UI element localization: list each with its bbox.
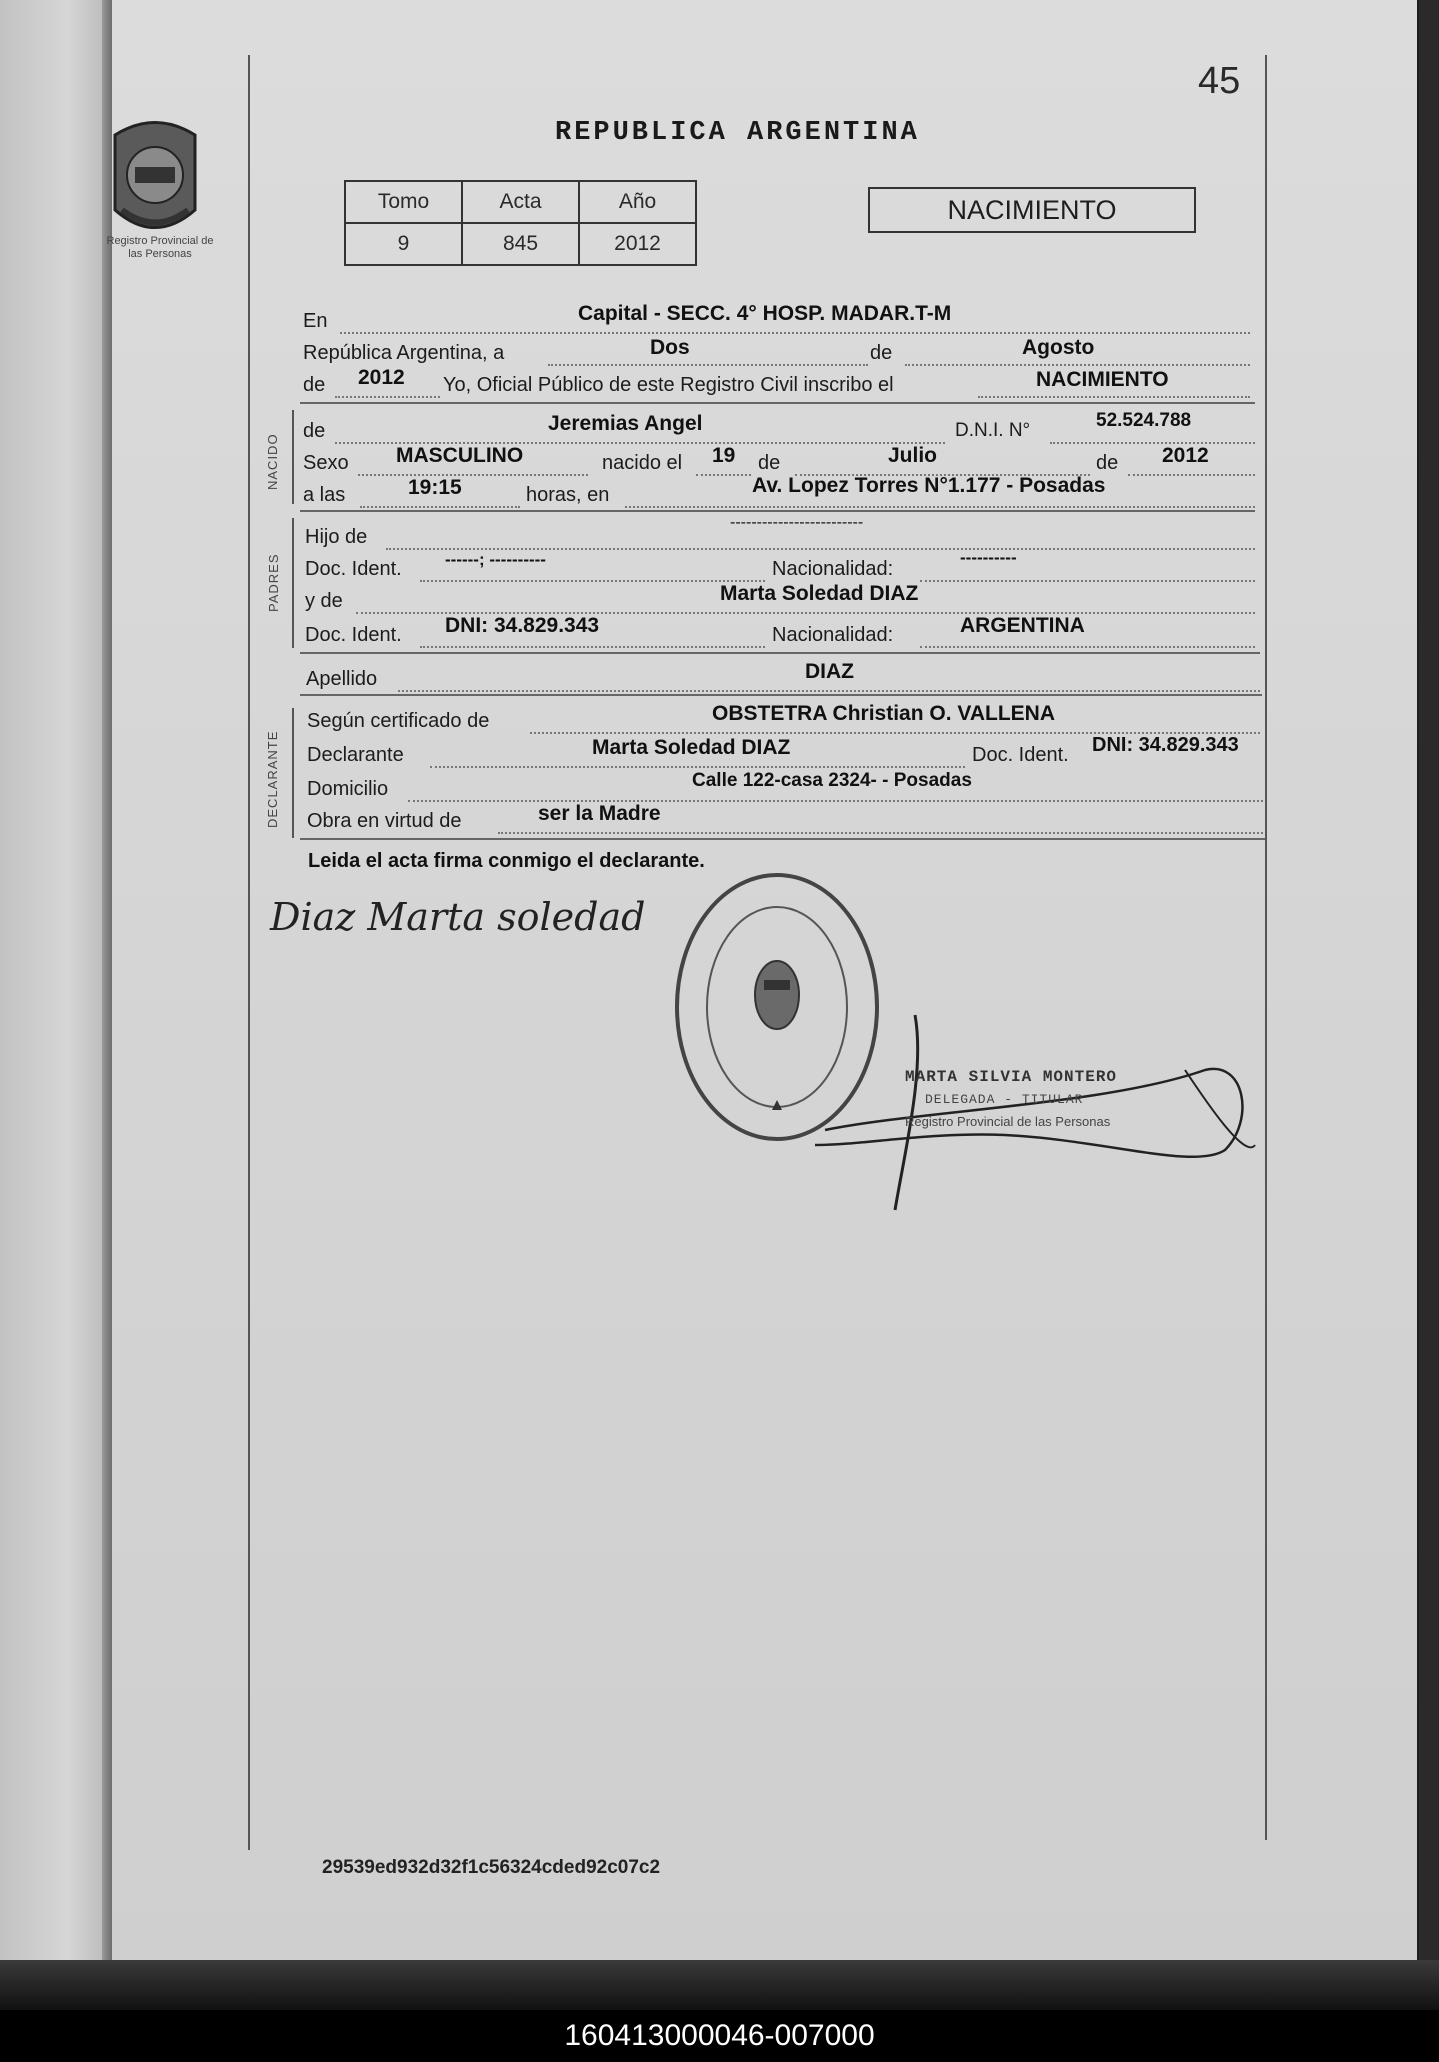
left-border-line: [248, 55, 250, 1850]
obra-value: ser la Madre: [538, 802, 661, 825]
handwritten-signature: Diaz Marta soledad: [270, 895, 646, 939]
sexo-value: MASCULINO: [396, 444, 524, 467]
domicilio-label: Domicilio: [307, 778, 389, 800]
dotted-line: [795, 454, 1090, 476]
hora-value: 19:15: [408, 476, 462, 499]
yo-text: Yo, Oficial Público de este Registro Civil inscribo el: [443, 374, 894, 396]
doc2-value: DNI: 34.829.343: [445, 614, 600, 637]
section-rule: [300, 838, 1265, 840]
nac1-value: ----------: [960, 548, 1017, 567]
right-border-line: [1265, 55, 1267, 1840]
dni-value: 52.524.788: [1096, 410, 1192, 431]
logo-caption: Registro Provincial de las Personas: [106, 235, 214, 260]
stamp-name: MARTA SILVIA MONTERO: [905, 1068, 1118, 1086]
horas-en-label: horas, en: [526, 484, 610, 506]
apellido-value: DIAZ: [805, 660, 854, 683]
section-rule: [300, 510, 1255, 512]
en-label: En: [303, 310, 328, 332]
section-rule: [300, 652, 1260, 654]
tomo-acta-table: [344, 180, 697, 266]
left-book-page: [0, 0, 112, 1975]
cert-value: OBSTETRA Christian O. VALLENA: [712, 702, 1056, 725]
nac1-label: Nacionalidad:: [772, 558, 894, 580]
table-cell: 2012: [579, 223, 696, 265]
obra-label: Obra en virtud de: [307, 810, 462, 832]
section-bracket: [292, 410, 294, 504]
declarante-section-label: DECLARANTE: [265, 730, 280, 828]
nacido-section-label: NACIDO: [265, 433, 280, 490]
table-header-cell: Acta: [462, 181, 579, 223]
declarante-value: Marta Soledad DIAZ: [592, 736, 791, 759]
table-cell: 9: [345, 223, 462, 265]
right-edge: [1419, 0, 1439, 1975]
document-hash: 29539ed932d32f1c56324cded92c07c2: [322, 1857, 661, 1878]
nac2-value: ARGENTINA: [960, 614, 1085, 637]
nacido-anio-value: 2012: [1162, 444, 1209, 467]
inscribo-value: NACIMIENTO: [1036, 368, 1169, 391]
nacido-mes-value: Julio: [888, 444, 938, 467]
bottom-shadow: [0, 1960, 1439, 2010]
decl-doc-value: DNI: 34.829.343: [1092, 734, 1239, 756]
document-title: REPUBLICA ARGENTINA: [555, 118, 920, 148]
record-type-box: NACIMIENTO: [868, 187, 1196, 233]
stamp-org: Registro Provincial de las Personas: [905, 1114, 1111, 1129]
hijo-value: -------------------------: [730, 514, 864, 531]
official-signature-block: [805, 1010, 1265, 1220]
nac2-label: Nacionalidad:: [772, 624, 894, 646]
apellido-label: Apellido: [306, 668, 378, 690]
republica-label: República Argentina, a: [303, 342, 505, 364]
dotted-line: [548, 344, 868, 366]
table-row: [345, 223, 696, 265]
domicilio-value: Calle 122-casa 2324- - Posadas: [692, 770, 972, 791]
padres-section-label: PADRES: [266, 553, 281, 612]
section-rule: [300, 694, 1262, 696]
section-bracket: [292, 708, 294, 838]
yde-label: y de: [305, 590, 343, 612]
hijo-label: Hijo de: [305, 526, 368, 548]
doc1-value: ------; ----------: [445, 550, 546, 569]
doc1-label: Doc. Ident.: [305, 558, 402, 580]
doc2-label: Doc. Ident.: [305, 624, 402, 646]
dni-label: D.N.I. N°: [955, 420, 1031, 441]
alas-label: a las: [303, 484, 346, 506]
table-cell: 845: [462, 223, 579, 265]
stamp-role: DELEGADA - TITULAR: [925, 1092, 1084, 1107]
de-label: de: [870, 342, 893, 364]
dia-value: Dos: [650, 336, 690, 359]
nacido-de3-label: de: [1096, 452, 1119, 474]
nombre-value: Jeremias Angel: [548, 412, 703, 435]
sexo-label: Sexo: [303, 452, 349, 474]
en-value: Capital - SECC. 4° HOSP. MADAR.T-M: [578, 302, 952, 325]
decl-doc-label: Doc. Ident.: [972, 744, 1069, 766]
page-number: 45: [1198, 60, 1241, 102]
nacido-de2-label: de: [758, 452, 781, 474]
section-bracket: [292, 518, 294, 648]
table-row: [345, 181, 696, 223]
madre-value: Marta Soledad DIAZ: [720, 582, 919, 605]
declarante-label: Declarante: [307, 744, 404, 766]
nacido-dia-value: 19: [712, 444, 736, 467]
nacido-el-label: nacido el: [602, 452, 683, 474]
lugar-value: Av. Lopez Torres N°1.177 - Posadas: [752, 474, 1106, 497]
anio-value: 2012: [358, 366, 405, 389]
de2-label: de: [303, 374, 326, 396]
book-spine: [102, 0, 112, 1975]
table-header-cell: Año: [579, 181, 696, 223]
mes-value: Agosto: [1022, 336, 1095, 359]
closing-text: Leida el acta firma conmigo el declarante.: [308, 850, 705, 872]
table-header-cell: Tomo: [345, 181, 462, 223]
section-rule: [300, 402, 1255, 404]
nacido-de-label: de: [303, 420, 326, 442]
cert-label: Según certificado de: [307, 710, 490, 732]
image-caption: 160413000046-007000: [0, 2010, 1439, 2062]
